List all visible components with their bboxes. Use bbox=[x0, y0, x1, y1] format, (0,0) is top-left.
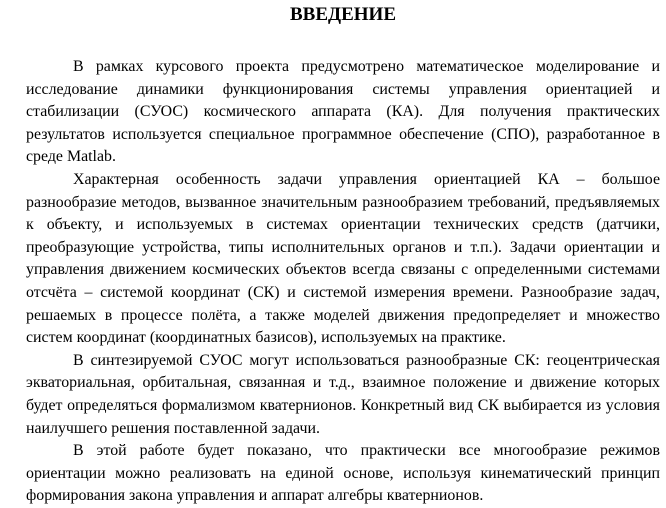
paragraph-2: Характерная особенность задачи управления ориентацией КА – большое разнообразие методов, вызванное значительным разнообразием требований, предъявляемых к объекту, и используемых в системах ориентации технических средств (датчики, преобразующие устройства, типы исполнительных органов и т.п.). Задачи ориентации и управления движением космических объектов всегда связаны с определенными системами отсчёта – системой координат (СК) и системой измерения времени. Разнообразие задач, решаемых в процессе полёта, а также моделей движения предопределяет и множество систем координат (координатных базисов), используемых на практике. bbox=[26, 170, 660, 347]
paragraph-3: В синтезируемой СУОС могут использоваться разнообразные СК: геоцентрическая экваториальная, орбитальная, связанная и т.д., взаимное положение и движение которых будет определяться формализмом кватернионов. Конкретный вид СК выбирается из условия наилучшего решения поставленной задачи. bbox=[26, 351, 660, 437]
paragraph-1: В рамках курсового проекта предусмотрено математическое моделирование и исследование динамики функционирования системы управления ориентацией и стабилизации (СУОС) космического аппарата (КА). Для получения практических результатов используется специальное программное обеспечение (СПО), разработанное в среде Matlab. bbox=[26, 58, 660, 166]
paragraph-4: В этой работе будет показано, что практически все многообразие режимов ориентации можно реализовать на единой основе, используя кинематический принцип формирования закона управления и аппарат алгебры кватернионов. bbox=[26, 442, 660, 505]
document-page bbox=[26, 4, 660, 508]
document-title: ВВЕДЕНИЕ bbox=[290, 4, 396, 25]
